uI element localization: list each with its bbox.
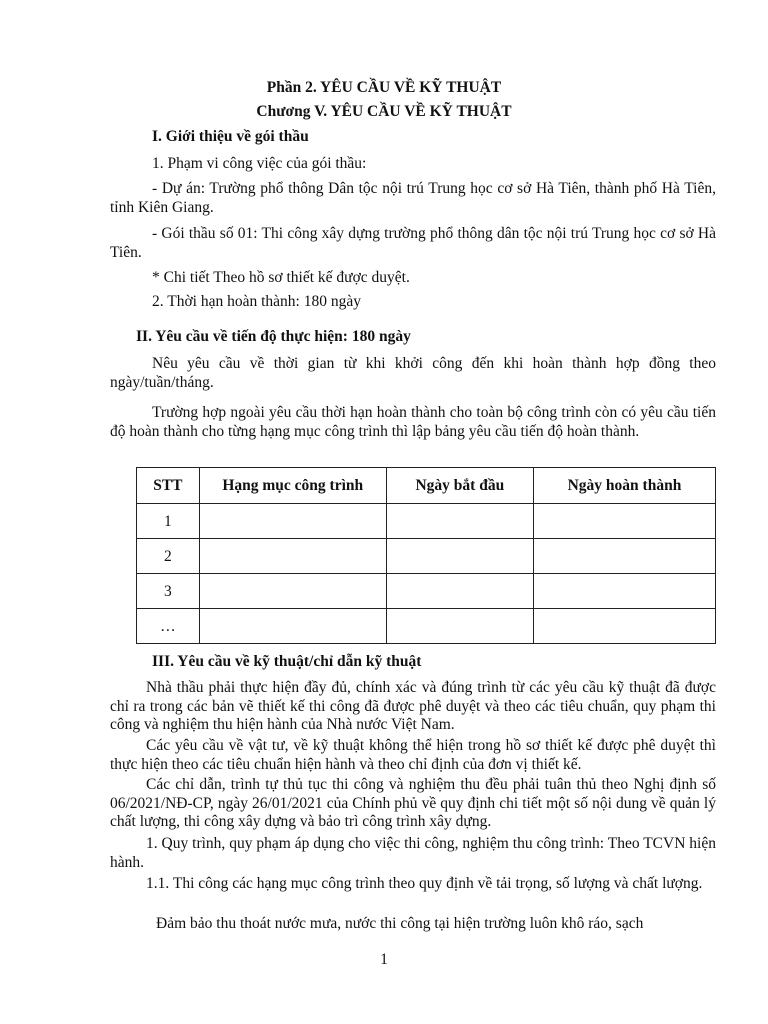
start-date-cell bbox=[386, 539, 533, 574]
header-work-item: Hạng mục công trình bbox=[199, 468, 386, 504]
row-number: 3 bbox=[137, 574, 200, 609]
detail-note: * Chi tiết Theo hồ sơ thiết kế được duyệt. bbox=[152, 269, 410, 286]
project-paragraph: - Dự án: Trường phổ thông Dân tộc nội trú Trung học cơ sở Hà Tiên, thành phố Hà Tiên, tỉnh Kiên Giang. bbox=[110, 180, 716, 216]
section2-title: II. Yêu cầu về tiến độ thực hiện: 180 ngày bbox=[136, 328, 411, 345]
start-date-cell bbox=[386, 574, 533, 609]
section3-paragraph-5: 1.1. Thi công các hạng mục công trình theo quy định về tải trọng, số lượng và chất lượng. bbox=[146, 875, 703, 892]
work-item-cell bbox=[199, 609, 386, 644]
scope-title: 1. Phạm vi công việc của gói thầu: bbox=[152, 155, 367, 172]
package-paragraph: - Gói thầu số 01: Thi công xây dựng trường phổ thông dân tộc nội trú Trung học cơ sở Hà Tiên. bbox=[110, 225, 716, 261]
header-start-date: Ngày bắt đầu bbox=[386, 468, 533, 504]
section3-paragraph-3: Các chỉ dẫn, trình tự thủ tục thi công và nghiệm thu đều phải tuân thủ theo Nghị định số 06/2021/NĐ-CP, ngày 26/01/2021 của Chính phủ về quy định chi tiết một số nội dung về quản lý chất lượng, thi công xây dựng và bảo trì công trình xây dựng. bbox=[110, 776, 716, 830]
header-end-date: Ngày hoàn thành bbox=[533, 468, 715, 504]
table-row bbox=[137, 504, 716, 539]
section3-paragraph-2: Các yêu cầu về vật tư, về kỹ thuật không thể hiện trong hồ sơ thiết kế được phê duyệt thì thực hiện theo các tiêu chuẩn hiện hành và theo chỉ định của đơn vị thiết kế. bbox=[110, 737, 716, 773]
end-date-cell bbox=[533, 609, 715, 644]
section2-paragraph-2: Trường hợp ngoài yêu cầu thời hạn hoàn thành cho toàn bộ công trình còn có yêu cầu tiến độ hoàn thành cho từng hạng mục công trình thì lập bảng yêu cầu tiến độ hoàn thành. bbox=[110, 404, 716, 440]
chapter-heading: Chương V. YÊU CẦU VỀ KỸ THUẬT bbox=[256, 103, 512, 120]
table-header-row bbox=[137, 468, 716, 504]
section1-title: I. Giới thiệu về gói thầu bbox=[152, 128, 309, 145]
section2-paragraph-1: Nêu yêu cầu về thời gian từ khi khởi công đến khi hoàn thành hợp đồng theo ngày/tuần/tháng. bbox=[110, 355, 716, 391]
row-number: 1 bbox=[137, 504, 200, 539]
end-date-cell bbox=[533, 539, 715, 574]
end-date-cell bbox=[533, 574, 715, 609]
start-date-cell bbox=[386, 609, 533, 644]
end-date-cell bbox=[533, 504, 715, 539]
duration-text: 2. Thời hạn hoàn thành: 180 ngày bbox=[152, 293, 361, 310]
page-number: 1 bbox=[380, 951, 388, 968]
part-heading: Phần 2. YÊU CẦU VỀ KỸ THUẬT bbox=[266, 79, 502, 96]
start-date-cell bbox=[386, 504, 533, 539]
table-row bbox=[137, 539, 716, 574]
section3-paragraph-6: Đảm bảo thu thoát nước mưa, nước thi công tại hiện trường luôn khô ráo, sạch bbox=[156, 915, 644, 932]
header-stt: STT bbox=[137, 468, 200, 504]
table-row bbox=[137, 609, 716, 644]
section3-title: III. Yêu cầu về kỹ thuật/chỉ dẫn kỹ thuật bbox=[152, 653, 422, 670]
work-item-cell bbox=[199, 539, 386, 574]
section3-paragraph-1: Nhà thầu phải thực hiện đầy đủ, chính xác và đúng trình từ các yêu cầu kỹ thuật đã được chỉ ra trong các bản vẽ thiết kế thi công đã được phê duyệt và theo các tiêu chuẩn, quy phạm thi công và nghiệm thu hiện hành của Nhà nước Việt Nam. bbox=[110, 679, 716, 733]
work-item-cell bbox=[199, 574, 386, 609]
section3-paragraph-4: 1. Quy trình, quy phạm áp dụng cho việc thi công, nghiệm thu công trình: Theo TCVN hiện hành. bbox=[110, 835, 716, 871]
row-number: … bbox=[137, 609, 200, 644]
work-item-cell bbox=[199, 504, 386, 539]
table-row bbox=[137, 574, 716, 609]
row-number: 2 bbox=[137, 539, 200, 574]
progress-table bbox=[136, 467, 716, 644]
